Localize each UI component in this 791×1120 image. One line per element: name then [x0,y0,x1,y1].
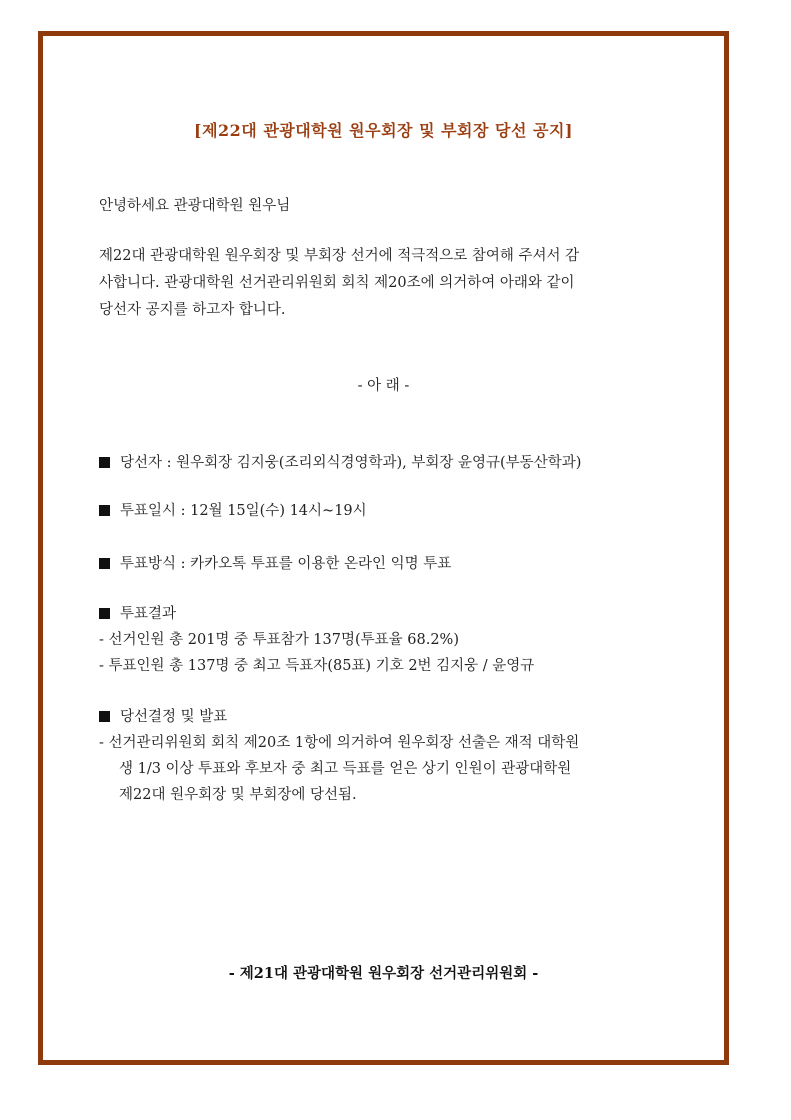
square-bullet-icon [99,457,110,468]
vote-method-item [99,554,451,574]
document-frame [38,31,729,1065]
center-mark: - 아 래 - [357,378,410,394]
winner-item [99,453,581,473]
result-heading-text: 투표결과 [120,606,177,622]
square-bullet-icon [99,711,110,722]
intro-line: 당선자 공지를 하고자 합니다. [99,302,286,318]
intro-paragraph [99,243,669,324]
decision-line: 제22대 원우회장 및 부회장에 당선됨. [119,787,357,803]
square-bullet-icon [99,558,110,569]
footer-signature: - 제21대 관광대학원 원우회장 선거관리위원회 - [228,965,539,982]
document-title: [제22대 관광대학원 원우회장 및 부회장 당선 공지] [194,121,573,140]
decision-heading-text: 당선결정 및 발표 [120,709,228,725]
intro-line: 사합니다. 관광대학원 선거관리위원회 회칙 제20조에 의거하여 아래와 같이 [99,275,575,291]
vote-date-text: 투표일시 : 12월 15일(수) 14시~19시 [120,503,367,519]
decision-heading [99,707,227,727]
square-bullet-icon [99,505,110,516]
winner-text: 당선자 : 원우회장 김지웅(조리외식경영학과), 부회장 윤영규(부동산학과) [120,455,582,471]
decision-line: 생 1/3 이상 투표와 후보자 중 최고 득표를 얻은 상기 인원이 관광대학원 [119,761,572,777]
greeting-text: 안녕하세요 관광대학원 원우님 [99,198,291,214]
result-line: - 선거인원 총 201명 중 투표참가 137명(투표율 68.2%) [99,632,459,648]
result-line: - 투표인원 총 137명 중 최고 득표자(85표) 기호 2번 김지웅 / 윤영규 [99,658,535,674]
intro-line: 제22대 관광대학원 원우회장 및 부회장 선거에 적극적으로 참여해 주셔서 감 [99,248,580,264]
vote-method-text: 투표방식 : 카카오톡 투표를 이용한 온라인 익명 투표 [120,556,452,572]
result-heading [99,604,176,624]
square-bullet-icon [99,608,110,619]
vote-date-item [99,501,367,521]
decision-line: - 선거관리위원회 회칙 제20조 1항에 의거하여 원우회장 선출은 재적 대학원 [99,735,580,751]
